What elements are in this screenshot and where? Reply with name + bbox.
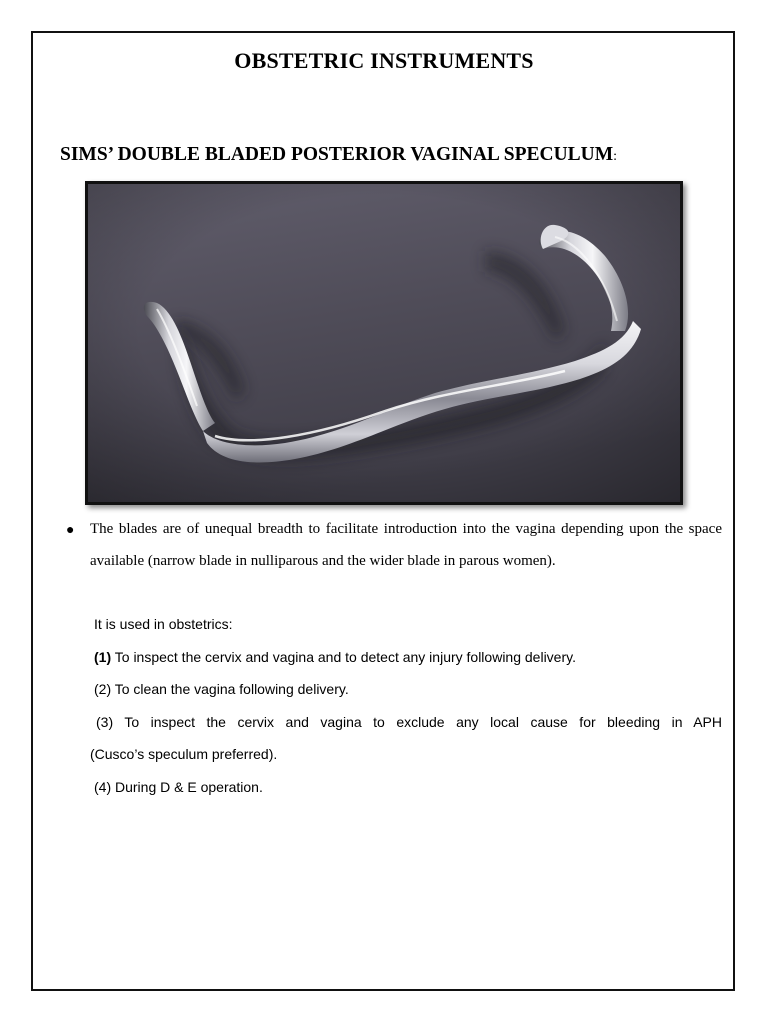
section-heading-colon: :: [613, 149, 618, 164]
section-heading-text: SIMS’ DOUBLE BLADED POSTERIOR VAGINAL SPECULUM: [60, 144, 614, 165]
usage-item-2: (2) To clean the vagina following delivery.: [94, 681, 349, 697]
usage-item-1: [90, 641, 722, 674]
usage-item-3-continued: (Cusco’s speculum preferred).: [90, 746, 278, 762]
usage-item-3: (3) To inspect the cervix and vagina to exclude any local cause for bleeding in APH: [96, 713, 722, 730]
bullet-item: [62, 513, 722, 577]
usage-item-4: (4) During D & E operation.: [94, 778, 263, 795]
bullet-text: The blades are of unequal breadth to facilitate introduction into the vagina depending upon the space available (narrow blade in nulliparous and the wider blade in parous women).: [90, 521, 722, 569]
usage-item-1-text: To inspect the cervix and vagina and to detect any injury following delivery.: [111, 648, 576, 665]
speculum-photo: [85, 181, 683, 505]
page-title: OBSTETRIC INSTRUMENTS: [234, 48, 534, 73]
usage-list: [90, 608, 722, 803]
speculum-illustration: [85, 181, 683, 505]
bullet-icon: ●: [66, 523, 75, 538]
usage-intro: It is used in obstetrics:: [94, 616, 233, 632]
usage-item-1-number: (1): [94, 648, 112, 665]
section-heading: [60, 144, 617, 166]
page-border: [31, 31, 735, 991]
